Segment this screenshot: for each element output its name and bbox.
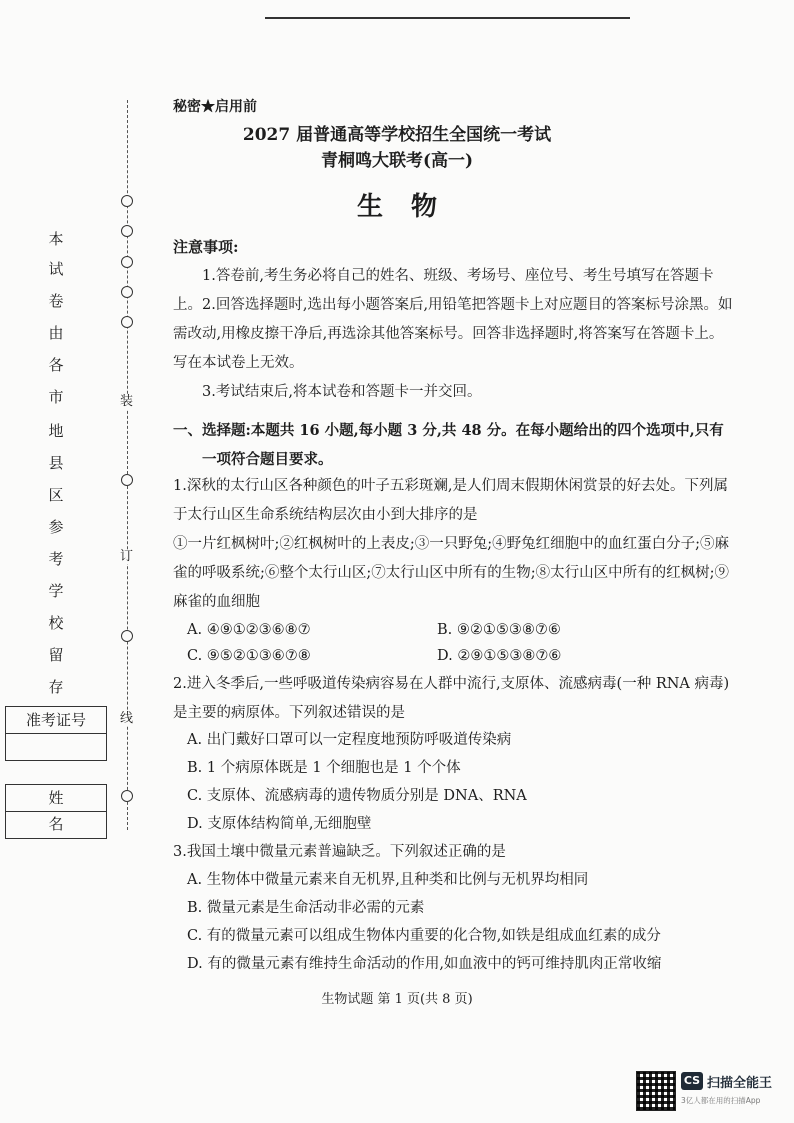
question-1-stem: 1.深秋的太行山区各种颜色的叶子五彩斑斓,是人们周末假期休闲赏景的好去处。下列属于太行山区生命系统结构层次由小到大排序的是 [173, 478, 728, 523]
section-title: 一、选择题:本题共 16 小题,每小题 3 分,共 48 分。在每小题给出的四个选项中,只有一项符合题目要求。 [173, 422, 724, 468]
secret-notice: 秘密★启用前 [173, 99, 257, 115]
side-text-char: 各 [48, 356, 64, 374]
question-1-items: ①一片红枫树叶;②红枫树叶的上表皮;③一只野兔;④野兔红细胞中的血红蛋白分子;⑤麻雀的呼吸系统;⑥整个太行山区;⑦太行山区中所有的生物;⑧太行山区中所有的红枫树;⑨麻雀的血细胞 [173, 536, 730, 610]
camscanner-name: 扫描全能王 [707, 1076, 773, 1091]
question-2-option-b: B. 1 个病原体既是 1 个细胞也是 1 个个体 [187, 760, 461, 776]
question-1-option-d: D. ②⑨①⑤③⑧⑦⑥ [437, 648, 562, 664]
question-3-option-c: C. 有的微量元素可以组成生物体内重要的化合物,如铁是组成血红素的成分 [187, 928, 661, 944]
page-footer: 生物试题 第 1 页(共 8 页) [321, 992, 473, 1007]
binding-hole [121, 316, 133, 328]
question-2-stem: 2.进入冬季后,一些呼吸道传染病容易在人群中流行,支原体、流感病毒(一种 RNA 病毒)是主要的病原体。下列叙述错误的是 [173, 676, 730, 721]
name-field [5, 784, 107, 839]
side-text-char: 参 [48, 518, 64, 536]
exam-number-field [5, 706, 107, 761]
binding-char-xian: 线 [120, 711, 134, 726]
side-text-char: 区 [48, 486, 64, 504]
side-text-char: 本 [48, 230, 64, 248]
binding-char-zhuang: 装 [120, 394, 134, 409]
binding-hole [121, 474, 133, 486]
binding-hole [121, 256, 133, 268]
side-text-char: 卷 [48, 292, 64, 310]
question-1-option-b: B. ⑨②①⑤③⑧⑦⑥ [437, 622, 561, 638]
side-text-char: 校 [48, 614, 64, 632]
side-text-char: 地 [48, 422, 64, 440]
name-label: 姓 名 [6, 785, 106, 812]
top-rule [265, 17, 630, 19]
note-item: 2.回答选择题时,选出每小题答案后,用铅笔把答题卡上对应题目的答案标号涂黑。如需改动,用橡皮擦干净后,再选涂其他答案标号。回答非选择题时,将答案写在答题卡上。写在本试卷上无效。 [173, 297, 733, 371]
side-text-char: 学 [48, 582, 64, 600]
binding-hole [121, 790, 133, 802]
side-text-char: 由 [48, 324, 64, 342]
question-3-option-b: B. 微量元素是生命活动非必需的元素 [187, 900, 425, 916]
notes-title: 注意事项: [173, 238, 239, 256]
binding-hole [121, 225, 133, 237]
exam-subtitle: 青桐鸣大联考(高一) [320, 151, 474, 171]
subject-title: 生物 [356, 192, 465, 222]
question-1-option-c: C. ⑨⑤②①③⑥⑦⑧ [187, 648, 311, 664]
question-3-option-d: D. 有的微量元素有维持生命活动的作用,如血液中的钙可维持肌肉正常收缩 [187, 956, 662, 972]
side-text-char: 县 [48, 454, 64, 472]
question-3-option-a: A. 生物体中微量元素来自无机界,且种类和比例与无机界均相同 [187, 872, 589, 888]
qr-code-icon [636, 1071, 676, 1111]
exam-number-label: 准考证号 [6, 707, 106, 734]
side-text-char: 留 [48, 646, 64, 664]
side-text-char: 考 [48, 550, 64, 568]
side-text-char: 市 [48, 388, 64, 406]
question-2-option-a: A. 出门戴好口罩可以一定程度地预防呼吸道传染病 [187, 732, 512, 748]
camscanner-logo: CS [681, 1072, 703, 1090]
side-text-char: 存 [48, 678, 64, 696]
note-item: 3.考试结束后,将本试卷和答题卡一并交回。 [202, 384, 482, 400]
question-2-option-d: D. 支原体结构简单,无细胞壁 [187, 816, 372, 832]
binding-char-ding: 订 [120, 549, 134, 564]
camscanner-tagline: 3亿人都在用的扫描App [681, 1096, 761, 1105]
question-1-option-a: A. ④⑨①②③⑥⑧⑦ [187, 622, 311, 638]
question-2-option-c: C. 支原体、流感病毒的遗传物质分别是 DNA、RNA [187, 788, 527, 804]
side-text-char: 试 [48, 260, 64, 278]
binding-hole [121, 286, 133, 298]
note-item: 1.答卷前,考生务必将自己的姓名、班级、考场号、座位号、考生号填写在答题卡上。 [173, 268, 714, 313]
question-3-stem: 3.我国土壤中微量元素普遍缺乏。下列叙述正确的是 [173, 844, 506, 860]
binding-hole [121, 630, 133, 642]
exam-title: 2027 届普通高等学校招生全国统一考试 [242, 125, 552, 145]
exam-number-blank[interactable] [6, 734, 106, 760]
